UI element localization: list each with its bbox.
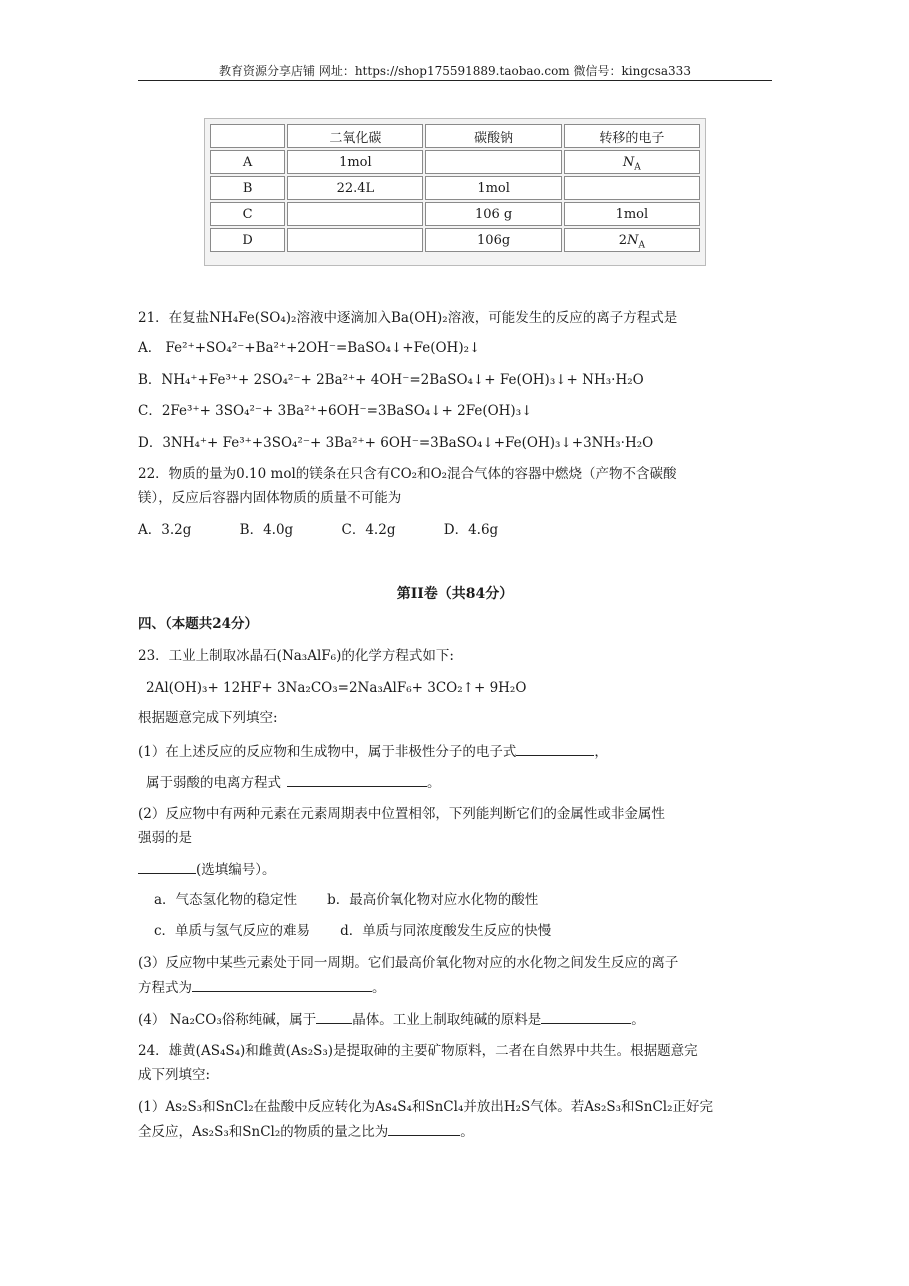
q23-part3-line1: (3）反应物中某些元素处于同一周期。它们最高价氧化物对应的水化物之间发生反应的离子: [138, 955, 679, 971]
table-cell: A: [210, 150, 285, 174]
q23-part4: [138, 1009, 778, 1030]
q23-part1-line2: [146, 772, 786, 793]
q22-option-c: C．4.2g: [341, 522, 396, 538]
q22-option-b: B．4.0g: [239, 522, 294, 538]
q24-stem-line2: 成下列填空:: [138, 1067, 211, 1083]
answer-blank[interactable]: [192, 977, 372, 992]
table-header-cell: 二氧化碳: [287, 124, 423, 148]
table-cell: 1mol: [564, 202, 700, 226]
answer-table: [204, 118, 706, 266]
q23-part4-punct: 。: [631, 1012, 645, 1028]
q24-part1-line1: (1）As₂S₃和SnCl₂在盐酸中反应转化为As₄S₄和SnCl₄并放出H₂S气体。若As₂S₃和SnCl₂正好完: [138, 1099, 714, 1115]
q24-part1-text: 全反应，As₂S₃和SnCl₂的物质的量之比为: [138, 1124, 389, 1140]
q23-part4-text2: 晶体。工业上制取纯碱的原料是: [352, 1012, 542, 1028]
q23-part1-line1: [138, 741, 778, 762]
q23-stem: 23．工业上制取冰晶石(Na₃AlF₆)的化学方程式如下:: [138, 648, 454, 664]
answer-blank[interactable]: [388, 1121, 460, 1136]
table-cell: 22.4L: [287, 176, 423, 200]
table-header-cell: [210, 124, 285, 148]
table-cell: 1mol: [287, 150, 423, 174]
q23-part2-hint: (选填编号）。: [196, 862, 276, 878]
table-cell-na: $N_A$: [564, 150, 700, 174]
table-header-row: [210, 124, 700, 148]
q24-part1-punct: 。: [460, 1124, 474, 1140]
table-cell: B: [210, 176, 285, 200]
q23-part3-line2: [138, 977, 778, 998]
q22-stem-line1: 22．物质的量为0.10 mol的镁条在只含有CO₂和O₂混合气体的容器中燃烧（产物不含碳酸: [138, 466, 677, 482]
table-cell: [287, 228, 423, 252]
header-rule: [138, 80, 772, 81]
table-header-cell: 碳酸钠: [425, 124, 561, 148]
q23-option-a: a．气态氢化物的稳定性: [154, 892, 298, 908]
q23-part2-line2: 强弱的是: [138, 830, 192, 846]
q22-options: [138, 520, 778, 540]
table-row: [210, 176, 700, 200]
q23-part4-text: (4） Na₂CO₃俗称纯碱，属于: [138, 1012, 317, 1028]
table-cell: 1mol: [425, 176, 561, 200]
answer-blank[interactable]: [316, 1009, 352, 1024]
table-cell: [287, 202, 423, 226]
answer-blank[interactable]: [287, 772, 427, 787]
table-cell: [564, 176, 700, 200]
section-4-title: 四、（本题共24分）: [138, 616, 259, 632]
answer-blank[interactable]: [516, 741, 594, 756]
q23-option-c: c．单质与氢气反应的难易: [154, 923, 311, 939]
page-header: 教育资源分享店铺 网址：https://shop175591889.taobao.com 微信号：kingcsa333: [219, 64, 691, 78]
q23-part1b-punct: 。: [427, 775, 441, 791]
q21-stem: 21．在复盐NH₄Fe(SO₄)₂溶液中逐滴加入Ba(OH)₂溶液，可能发生的反应的离子方程式是: [138, 310, 678, 326]
answer-blank[interactable]: [138, 859, 196, 874]
table-header-cell: 转移的电子: [564, 124, 700, 148]
q24-stem-line1: 24．雄黄(AS₄S₄)和雌黄(As₂S₃)是提取砷的主要矿物原料，二者在自然界中共生。根据题意完: [138, 1043, 698, 1059]
q23-part1-punct: ，: [594, 744, 608, 760]
table-cell-na: $2N_A$: [564, 228, 700, 252]
table-row: [210, 150, 700, 174]
q23-options-row1: [154, 890, 794, 910]
q23-part3-text: 方程式为: [138, 980, 192, 996]
table-cell: D: [210, 228, 285, 252]
q23-part2-line1: (2）反应物中有两种元素在元素周期表中位置相邻，下列能判断它们的金属性或非金属性: [138, 806, 665, 822]
q21-option-d: D．3NH₄⁺+ Fe³⁺+3SO₄²⁻+ 3Ba²⁺+ 6OH⁻=3BaSO₄↓+Fe(OH)₃↓+3NH₃·H₂O: [138, 435, 654, 451]
q22-stem-line2: 镁），反应后容器内固体物质的质量不可能为: [138, 490, 402, 506]
q23-part1-text: (1）在上述反应的反应物和生成物中，属于非极性分子的电子式: [138, 744, 517, 760]
q23-options-row2: [154, 921, 794, 941]
q22-option-d: D．4.6g: [443, 522, 499, 538]
q21-option-a: A． Fe²⁺+SO₄²⁻+Ba²⁺+2OH⁻=BaSO₄↓+Fe(OH)₂↓: [138, 340, 481, 356]
part-2-title: 第II卷（共84分）: [396, 586, 514, 602]
answer-blank[interactable]: [541, 1009, 631, 1024]
q23-option-d: d．单质与同浓度酸发生反应的快慢: [340, 923, 552, 939]
q23-part1b-text: 属于弱酸的电离方程式: [146, 775, 281, 791]
table-cell: 106g: [425, 228, 561, 252]
q21-option-b: B．NH₄⁺+Fe³⁺+ 2SO₄²⁻+ 2Ba²⁺+ 4OH⁻=2BaSO₄↓+ Fe(OH)₃↓+ NH₃·H₂O: [138, 372, 644, 388]
q22-option-a: A．3.2g: [138, 522, 192, 538]
table-row: [210, 228, 700, 252]
q23-equation: 2Al(OH)₃+ 12HF+ 3Na₂CO₃=2Na₃AlF₆+ 3CO₂↑+ 9H₂O: [146, 680, 527, 696]
q23-part2-line3: [138, 859, 778, 880]
q23-part3-punct: 。: [372, 980, 386, 996]
table-row: [210, 202, 700, 226]
q23-intro: 根据题意完成下列填空:: [138, 710, 278, 726]
table-cell: C: [210, 202, 285, 226]
q21-option-c: C．2Fe³⁺+ 3SO₄²⁻+ 3Ba²⁺+6OH⁻=3BaSO₄↓+ 2Fe(OH)₃↓: [138, 403, 533, 419]
q23-option-b: b．最高价氧化物对应水化物的酸性: [327, 892, 539, 908]
table-cell: 106 g: [425, 202, 561, 226]
q24-part1-line2: [138, 1121, 778, 1142]
table-cell: [425, 150, 561, 174]
